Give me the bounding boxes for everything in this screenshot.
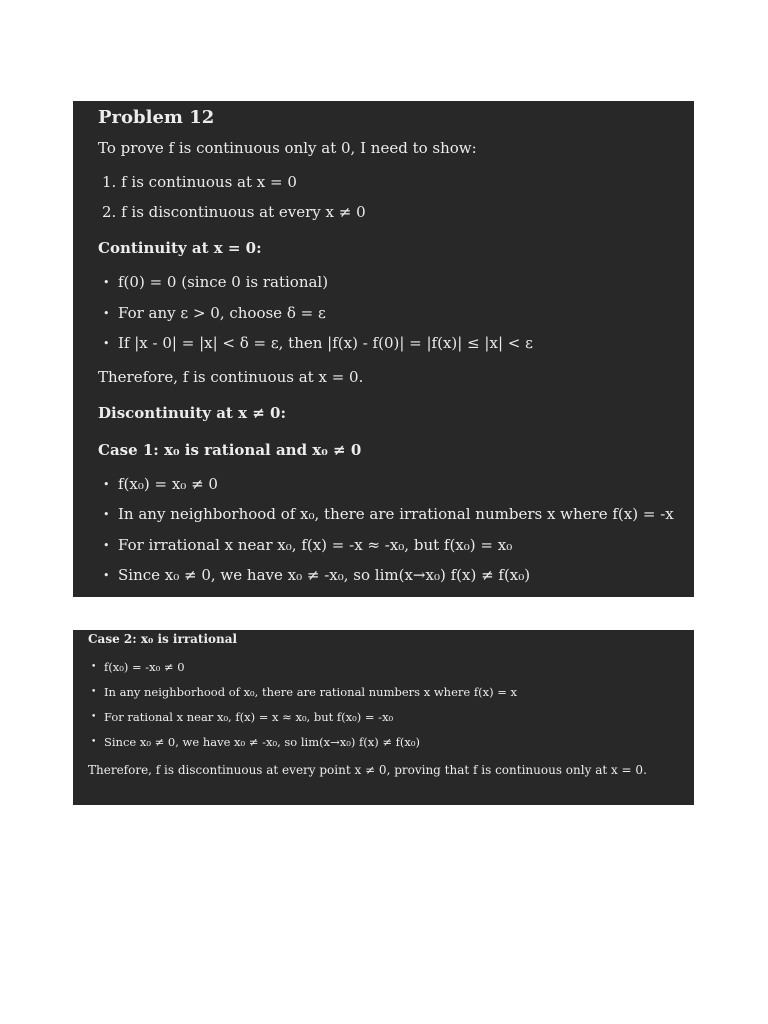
final-conclusion: Therefore, f is discontinuous at every point x ≠ 0, proving that f is continuous only at x = 0. [88, 763, 647, 777]
case1-heading: Case 1: x₀ is rational and x₀ ≠ 0 [98, 441, 362, 459]
case1-bullet: • In any neighborhood of x₀, there are irrational numbers x where f(x) = -x [98, 505, 674, 523]
continuity-conclusion: Therefore, f is continuous at x = 0. [98, 368, 364, 386]
continuity-bullet: • For any ε > 0, choose δ = ε [98, 304, 326, 322]
case2-bullet: • Since x₀ ≠ 0, we have x₀ ≠ -x₀, so lim(x→x₀) f(x) ≠ f(x₀) [88, 735, 420, 749]
case1-bullet: • f(x₀) = x₀ ≠ 0 [98, 475, 218, 493]
case1-bullet: • For irrational x near x₀, f(x) = -x ≈ -x₀, but f(x₀) = x₀ [98, 536, 512, 554]
continuity-bullet: • f(0) = 0 (since 0 is rational) [98, 273, 328, 291]
case2-bullet: • f(x₀) = -x₀ ≠ 0 [88, 660, 185, 674]
discontinuity-heading: Discontinuity at x ≠ 0: [98, 404, 286, 422]
case2-bullet: • In any neighborhood of x₀, there are rational numbers x where f(x) = x [88, 685, 517, 699]
case1-bullet: • Since x₀ ≠ 0, we have x₀ ≠ -x₀, so lim(x→x₀) f(x) ≠ f(x₀) [98, 566, 530, 584]
case2-bullet: • For rational x near x₀, f(x) = x ≈ x₀, but f(x₀) = -x₀ [88, 710, 393, 724]
proof-panel-1 [73, 101, 694, 597]
step-item: 2. f is discontinuous at every x ≠ 0 [102, 203, 366, 221]
continuity-bullet: • If |x - 0| = |x| < δ = ε, then |f(x) - f(0)| = |f(x)| ≤ |x| < ε [98, 334, 533, 352]
case2-heading: Case 2: x₀ is irrational [88, 632, 238, 646]
problem-title: Problem 12 [98, 107, 215, 128]
step-item: 1. f is continuous at x = 0 [102, 173, 297, 191]
intro-text: To prove f is continuous only at 0, I need to show: [98, 139, 477, 157]
proof-panel-2 [73, 630, 694, 805]
continuity-heading: Continuity at x = 0: [98, 239, 262, 257]
